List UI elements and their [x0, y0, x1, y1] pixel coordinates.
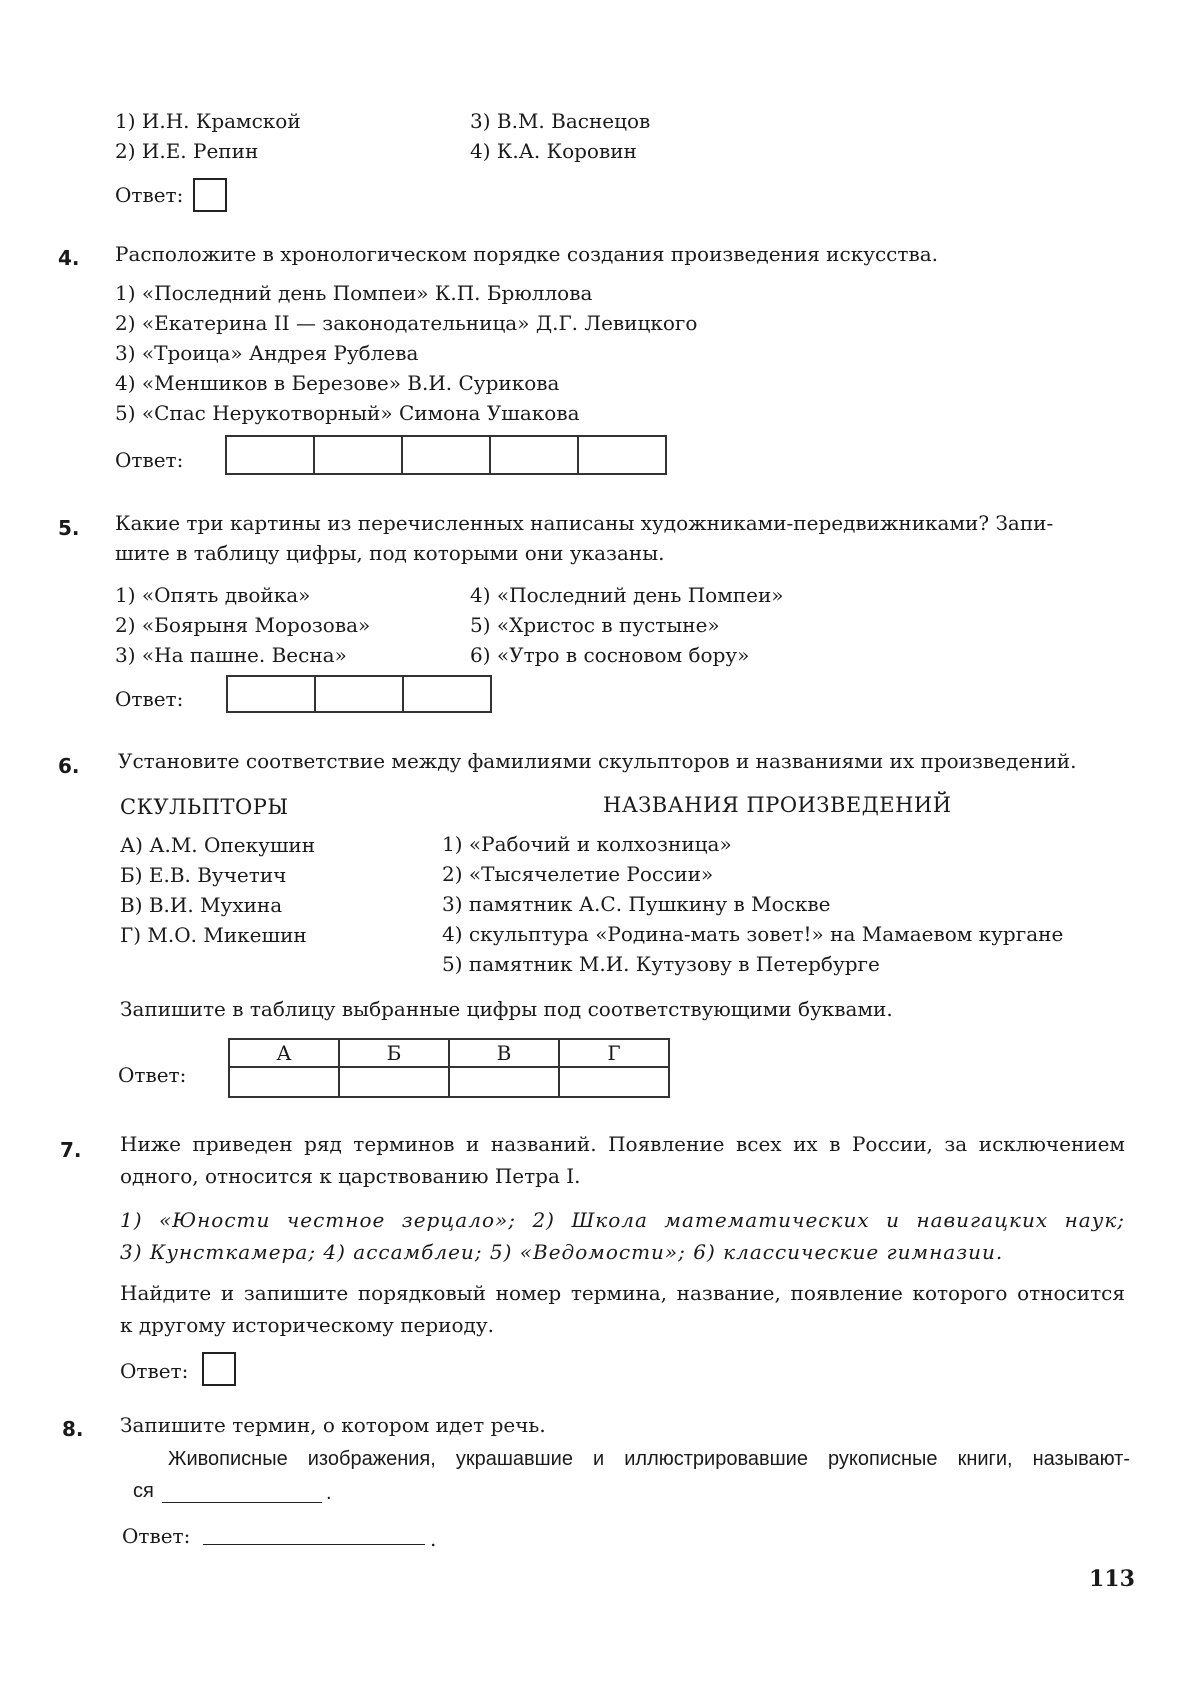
item-number: 3)	[115, 643, 136, 667]
answer-cell[interactable]	[226, 436, 314, 474]
sculptor-a	[120, 830, 315, 860]
item-number: 4)	[470, 583, 491, 607]
item-label: «Последний день Помпеи» К.П. Брюллова	[141, 281, 593, 305]
q8-blank-line[interactable]	[162, 1502, 322, 1503]
question-4-number: 4.	[58, 246, 80, 270]
item-number: 3)	[115, 341, 136, 365]
answer-cell[interactable]	[339, 1067, 449, 1097]
option-label: И.Н. Крамской	[141, 109, 301, 133]
page-number: 113	[1089, 1566, 1135, 1592]
q6-instruction: Запишите в таблицу выбранные цифры под соответствующими буквами.	[120, 997, 893, 1021]
question-6-text: Установите соответствие между фамилиями скульпторов и названиями их произведений.	[118, 749, 1077, 773]
q6-answer-grid	[228, 1038, 670, 1098]
work-5	[442, 949, 880, 979]
option-number: 2)	[115, 139, 136, 163]
question-6-number: 6.	[58, 754, 80, 778]
item-number: 5)	[470, 613, 491, 637]
q5-item-1	[115, 580, 310, 610]
item-label: А.М. Опекушин	[149, 833, 316, 857]
item-letter: В)	[120, 893, 143, 917]
q8-answer-period: .	[430, 1527, 437, 1551]
text-line: Ниже приведен ряд терминов и названий. Появление всех их в России, за исключением	[120, 1132, 1125, 1156]
top-option-1	[115, 106, 301, 136]
item-letter: Б)	[120, 863, 143, 887]
question-7-text	[120, 1128, 1125, 1192]
q4-item-3	[115, 338, 418, 368]
q7-answer-label: Ответ:	[120, 1359, 189, 1383]
q5-answer-grid	[226, 675, 492, 713]
q4-answer-label: Ответ:	[115, 448, 184, 472]
item-label: «Христос в пустыне»	[496, 613, 720, 637]
answer-cell[interactable]	[578, 436, 666, 474]
grid-header: В	[449, 1039, 559, 1067]
option-number: 3)	[470, 109, 491, 133]
option-label: И.Е. Репин	[141, 139, 259, 163]
answer-cell[interactable]	[402, 436, 490, 474]
item-label: «Спас Нерукотворный» Симона Ушакова	[141, 401, 580, 425]
q8-answer-line[interactable]	[203, 1544, 425, 1545]
item-label: скульптура «Родина-мать зовет!» на Мамаевом кургане	[468, 922, 1064, 946]
question-7-terms	[120, 1204, 1125, 1268]
text-line: одного, относится к царствованию Петра I.	[120, 1164, 581, 1188]
option-label: К.А. Коровин	[496, 139, 637, 163]
work-2	[442, 859, 713, 889]
item-number: 3)	[442, 892, 463, 916]
question-8-number: 8.	[62, 1417, 84, 1441]
question-7-number: 7.	[60, 1138, 82, 1162]
item-number: 2)	[442, 862, 463, 886]
item-letter: Г)	[120, 923, 142, 947]
q8-blank-period: .	[326, 1482, 332, 1504]
item-number: 5)	[442, 952, 463, 976]
answer-cell[interactable]	[403, 676, 491, 712]
top-option-4	[470, 136, 637, 166]
q7-answer-box[interactable]	[202, 1352, 236, 1386]
item-label: «Опять двойка»	[141, 583, 311, 607]
answer-cell[interactable]	[229, 1067, 339, 1097]
sculptor-g	[120, 920, 307, 950]
text-line: 1) «Юности честное зерцало»; 2) Школа математических и навигацких наук;	[120, 1208, 1125, 1232]
top-answer-label: Ответ:	[115, 183, 184, 207]
item-label: В.И. Мухина	[148, 893, 283, 917]
question-4-text: Расположите в хронологическом порядке создания произведения искусства.	[115, 242, 938, 266]
item-label: «Последний день Помпеи»	[496, 583, 784, 607]
q4-item-4	[115, 368, 559, 398]
q5-answer-label: Ответ:	[115, 687, 184, 711]
top-answer-box[interactable]	[193, 178, 227, 212]
item-number: 6)	[470, 643, 491, 667]
item-label: «Тысячелетие России»	[468, 862, 714, 886]
q8-description-line2: ся	[133, 1480, 154, 1502]
item-label: М.О. Микешин	[147, 923, 307, 947]
option-number: 4)	[470, 139, 491, 163]
answer-cell[interactable]	[490, 436, 578, 474]
item-letter: А)	[120, 833, 143, 857]
question-8-text: Запишите термин, о котором идет речь.	[120, 1413, 546, 1437]
q5-item-6	[470, 640, 749, 670]
text-line: 3) Кунсткамера; 4) ассамблеи; 5) «Ведомости»; 6) классические гимназии.	[120, 1240, 1004, 1264]
top-option-3	[470, 106, 650, 136]
sculptors-heading: СКУЛЬПТОРЫ	[120, 795, 289, 819]
question-5-number: 5.	[58, 516, 80, 540]
answer-cell[interactable]	[314, 436, 402, 474]
item-label: памятник М.И. Кутузову в Петербурге	[468, 952, 880, 976]
item-label: Е.В. Вучетич	[148, 863, 287, 887]
answer-cell[interactable]	[315, 676, 403, 712]
answer-cell[interactable]	[449, 1067, 559, 1097]
q5-item-2	[115, 610, 370, 640]
item-number: 5)	[115, 401, 136, 425]
item-number: 1)	[115, 583, 136, 607]
grid-header: Г	[559, 1039, 669, 1067]
q4-item-5	[115, 398, 580, 428]
item-label: «Екатерина II — законодательница» Д.Г. Левицкого	[141, 311, 698, 335]
item-number: 1)	[442, 832, 463, 856]
q4-item-1	[115, 278, 592, 308]
sculptor-v	[120, 890, 282, 920]
work-1	[442, 829, 732, 859]
question-7-task	[120, 1277, 1125, 1341]
top-option-2	[115, 136, 258, 166]
q6-answer-label: Ответ:	[118, 1063, 187, 1087]
question-5-text-line1: Какие три картины из перечисленных написаны художниками-передвижниками? Запи-	[115, 511, 1054, 535]
q5-item-4	[470, 580, 784, 610]
item-number: 1)	[115, 281, 136, 305]
item-number: 2)	[115, 311, 136, 335]
item-number: 4)	[115, 371, 136, 395]
item-label: «Рабочий и колхозница»	[468, 832, 732, 856]
q4-item-2	[115, 308, 697, 338]
text-line: Найдите и запишите порядковый номер термина, название, появление которого относится	[120, 1281, 1125, 1305]
option-number: 1)	[115, 109, 136, 133]
works-heading: НАЗВАНИЯ ПРОИЗВЕДЕНИЙ	[603, 793, 952, 817]
item-number: 2)	[115, 613, 136, 637]
item-label: памятник А.С. Пушкину в Москве	[468, 892, 831, 916]
option-label: В.М. Васнецов	[496, 109, 651, 133]
text-line: к другому историческому периоду.	[120, 1313, 494, 1337]
item-label: «Троица» Андрея Рублева	[141, 341, 419, 365]
work-4	[442, 919, 1063, 949]
q8-answer-label: Ответ:	[122, 1524, 191, 1548]
item-label: «Утро в сосновом бору»	[496, 643, 750, 667]
grid-header: А	[229, 1039, 339, 1067]
q8-description-line1: Живописные изображения, украшавшие и иллюстрировавшие рукописные книги, называют-	[168, 1448, 1130, 1470]
q4-answer-grid	[225, 435, 667, 475]
answer-cell[interactable]	[559, 1067, 669, 1097]
item-number: 4)	[442, 922, 463, 946]
q5-item-5	[470, 610, 720, 640]
grid-header: Б	[339, 1039, 449, 1067]
sculptor-b	[120, 860, 286, 890]
work-3	[442, 889, 830, 919]
item-label: «Меншиков в Березове» В.И. Сурикова	[141, 371, 560, 395]
answer-cell[interactable]	[227, 676, 315, 712]
item-label: «Боярыня Морозова»	[141, 613, 371, 637]
q5-item-3	[115, 640, 347, 670]
item-label: «На пашне. Весна»	[141, 643, 347, 667]
question-5-text-line2: шите в таблицу цифры, под которыми они указаны.	[115, 541, 665, 565]
